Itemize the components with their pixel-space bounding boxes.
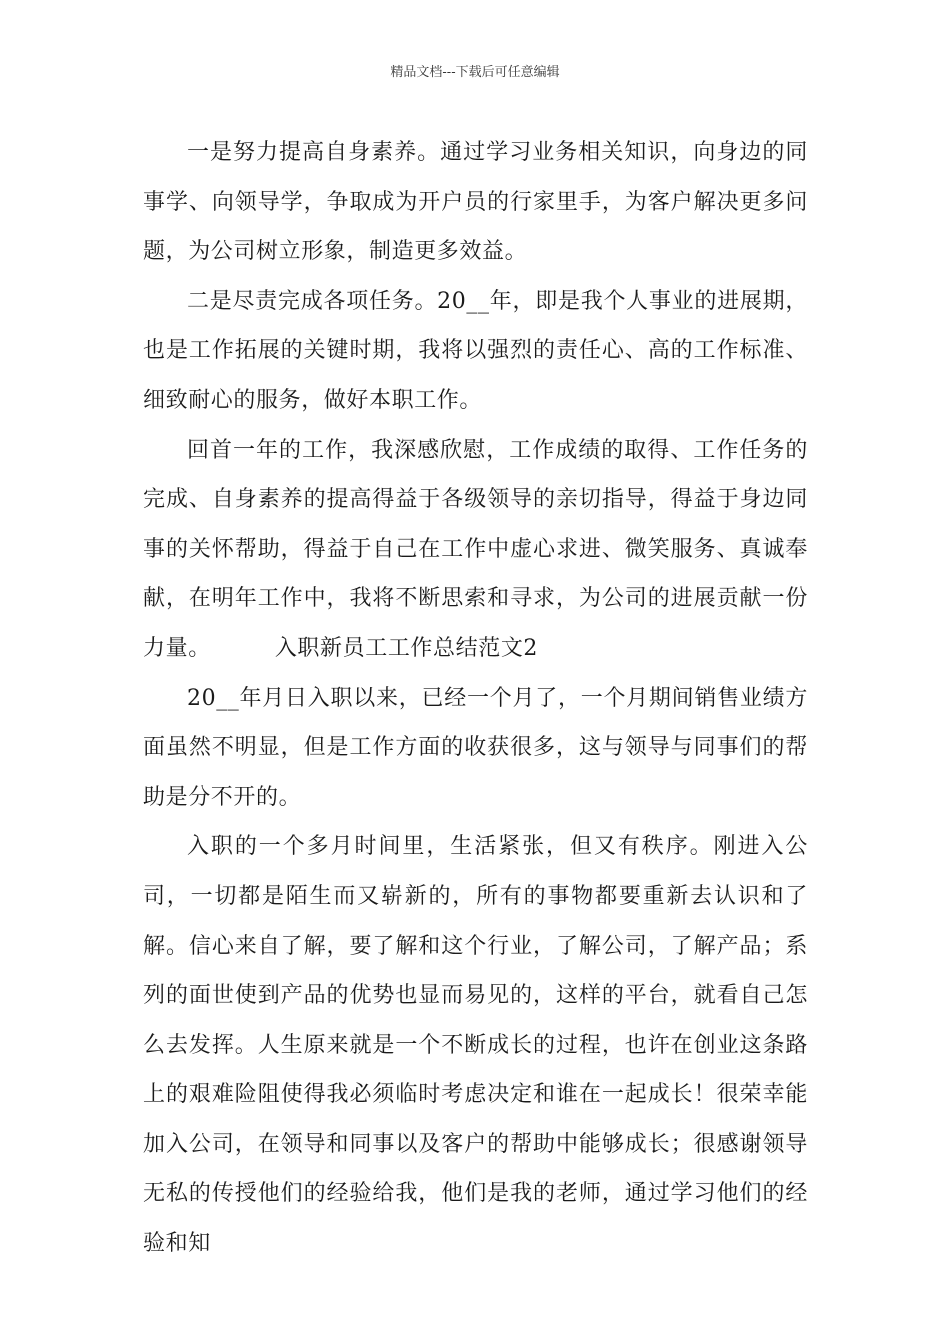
paragraph-3-text: 回首一年的工作，我深感欣慰，工作成绩的取得、工作任务的完成、自身素养的提高得益于各级领导的亲切指导，得益于身边同事的关怀帮助，得益于自己在工作中虚心求进、微笑服务、真诚奉献，在明年工作中，我将不断思索和寻求，为公司的进展贡献一份力量。 [143, 437, 808, 661]
paragraph-5: 入职的一个多月时间里，生活紧张，但又有秩序。刚进入公司，一切都是陌生而又崭新的，所有的事物都要重新去认识和了解。信心来自了解，要了解和这个行业，了解公司，了解产品；系列的面世使到产品的优势也显而易见的，这样的平台，就看自己怎么去发挥。人生原来就是一个不断成长的过程，也许在创业这条路上的艰难险阻使得我必须临时考虑决定和谁在一起成长！很荣幸能加入公司，在领导和同事以及客户的帮助中能够成长；很感谢领导无私的传授他们的经验给我，他们是我的老师，通过学习他们的经验和知 [143, 834, 808, 1257]
paragraph-3 [143, 426, 808, 674]
section-title: 入职新员工工作总结范文2 [274, 635, 539, 661]
paragraph-2: 二是尽责完成各项任务。20__年，即是我个人事业的进展期，也是工作拓展的关键时期，我将以强烈的责任心、高的工作标准、细致耐心的服务，做好本职工作。 [143, 288, 808, 413]
paragraph-1: 一是努力提高自身素养。通过学习业务相关知识，向身边的同事学、向领导学，争取成为开户员的行家里手，为客户解决更多问题，为公司树立形象，制造更多效益。 [143, 140, 808, 265]
paragraph-4: 20__年月日入职以来，已经一个月了，一个月期间销售业绩方面虽然不明显，但是工作方面的收获很多，这与领导与同事们的帮助是分不开的。 [143, 685, 808, 810]
document-body [143, 128, 808, 1269]
page-header: 精品文档---下载后可任意编辑 [390, 65, 560, 80]
